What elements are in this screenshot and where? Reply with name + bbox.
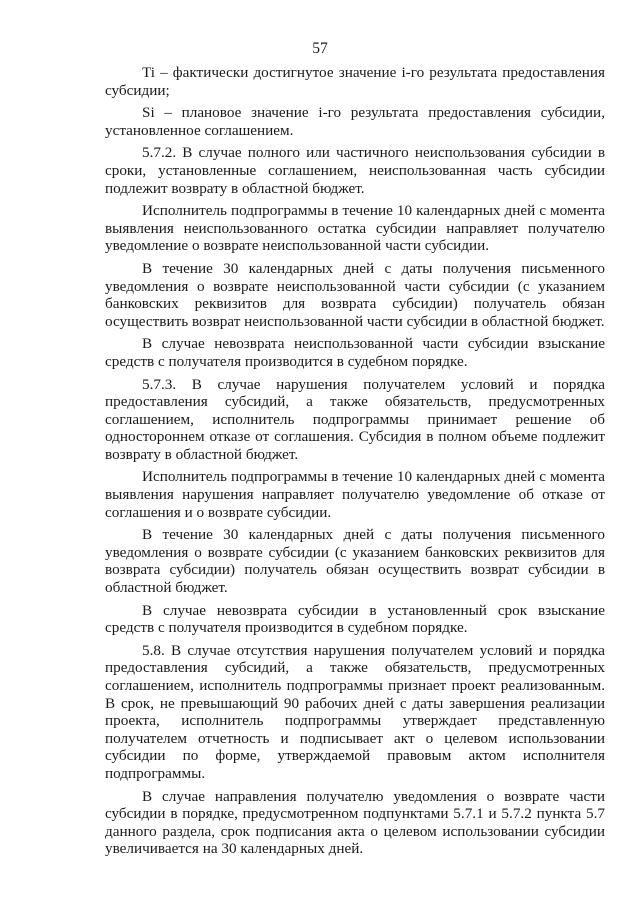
paragraph-notice-unused-balance: Исполнитель подпрограммы в течение 10 календарных дней с момента выявления неиспользованного остатка субсидии направляет получателю уведомление о возврате неиспользованной части субсидии. — [105, 202, 605, 255]
paragraph-ti-definition: Ti – фактически достигнутое значение i-го результата предоставления субсидии; — [105, 64, 605, 99]
paragraph-return-subsidy: В течение 30 календарных дней с даты получения письменного уведомления о возврате субсидии (с указанием банковских реквизитов для возврата субсидии) получатель обязан осуществить возврат субсидии в областной бюджет. — [105, 526, 605, 597]
paragraph-court-recovery-unused: В случае невозврата неиспользованной части субсидии взыскание средств с получателя производится в судебном порядке. — [105, 335, 605, 370]
paragraph-5-7-2: 5.7.2. В случае полного или частичного неиспользования субсидии в сроки, установленные соглашением, неиспользованная часть субсидии подлежит возврату в областной бюджет. — [105, 144, 605, 197]
paragraph-si-definition: Si – плановое значение i-го результата предоставления субсидии, установленное соглашением. — [105, 104, 605, 139]
paragraph-return-unused-part: В течение 30 календарных дней с даты получения письменного уведомления о возврате неиспользованной части субсидии (с указанием банковских реквизитов для возврата субсидии) получатель обязан осуществить возврат неиспользованной части субсидии в областной бюджет. — [105, 259, 605, 330]
paragraph-5-8: 5.8. В случае отсутствия нарушения получателем условий и порядка предоставления субсидий, а также обязательств, предусмотренных соглашением, исполнитель подпрограммы признает проект реализованным. В срок, не превышающий 90 рабочих дней с даты завершения реализации проекта, исполнитель подпрограммы утверждает представленную получателем отчетность и подписывает акт о целевом использовании субсидии по форме, утверждаемой правовым актом исполнителя подпрограммы. — [105, 641, 605, 782]
paragraph-act-deadline-extension: В случае направления получателю уведомления о возврате части субсидии в порядке, предусмотренном подпунктами 5.7.1 и 5.7.2 пункта 5.7 данного раздела, срок подписания акта о целевом использовании субсидии увеличивается на 30 календарных дней. — [105, 787, 605, 858]
page-number: 57 — [312, 40, 328, 57]
paragraph-court-recovery-subsidy: В случае невозврата субсидии в установленный срок взыскание средств с получателя производится в судебном порядке. — [105, 601, 605, 637]
paragraph-5-7-3: 5.7.3. В случае нарушения получателем условий и порядка предоставления субсидий, а также обязательств, предусмотренных соглашением, исполнитель подпрограммы принимает решение об одностороннем отказе от соглашения. Субсидия в полном объеме подлежит возврату в областной бюджет. — [105, 375, 605, 463]
paragraph-notice-refusal: Исполнитель подпрограммы в течение 10 календарных дней с момента выявления нарушения направляет получателю уведомление об отказе от соглашения и о возврате субсидии. — [105, 468, 605, 521]
document-body — [105, 64, 605, 863]
